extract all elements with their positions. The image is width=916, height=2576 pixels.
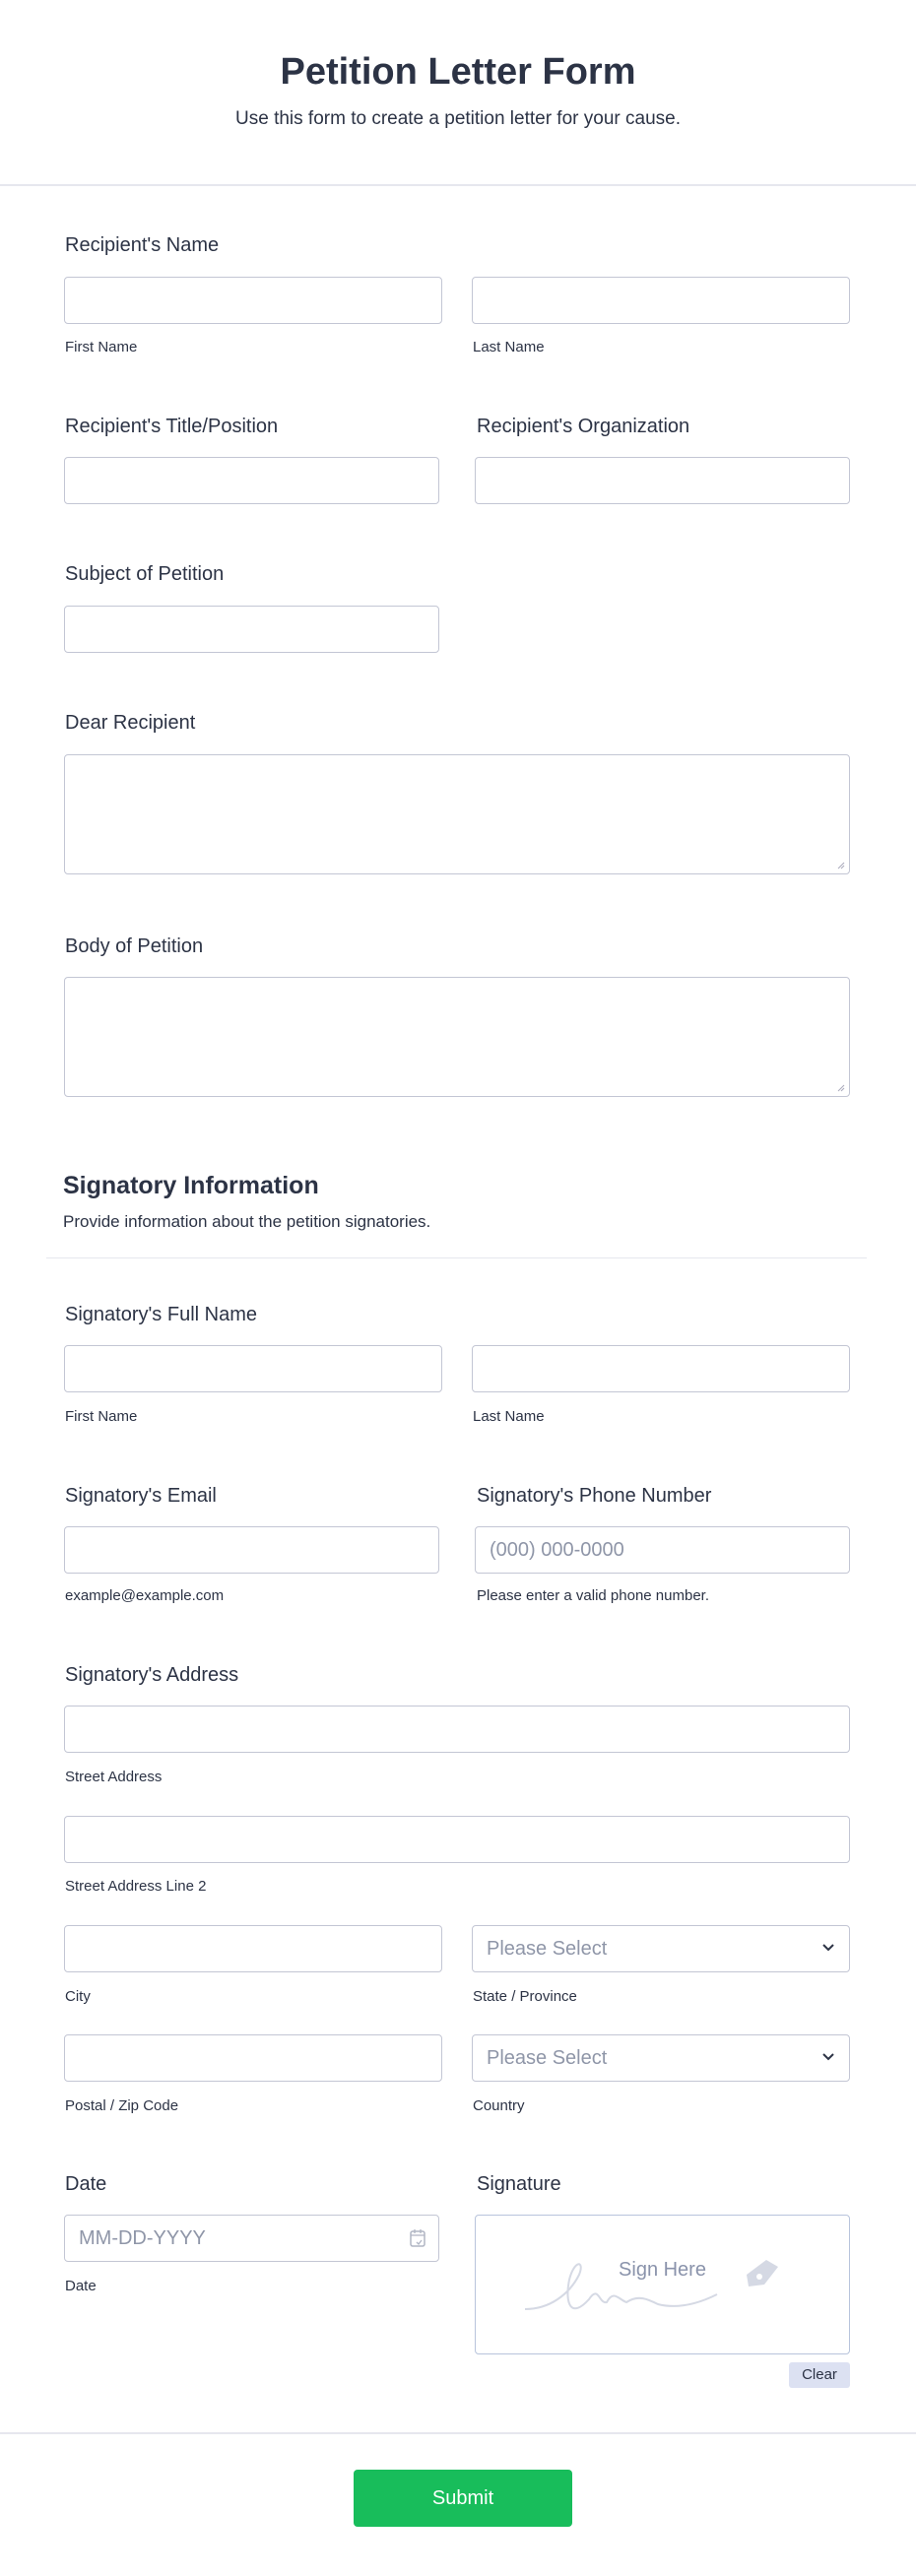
country-select[interactable] bbox=[472, 2034, 850, 2082]
calendar-icon[interactable] bbox=[409, 2228, 426, 2248]
signature-label: Signature bbox=[477, 2173, 561, 2195]
signatory-phone-label: Signatory's Phone Number bbox=[477, 1485, 712, 1507]
first-name-sublabel: First Name bbox=[65, 1408, 138, 1425]
signatory-section-heading: Signatory Information bbox=[63, 1172, 319, 1199]
chevron-down-icon bbox=[819, 2047, 837, 2065]
signatory-phone-input[interactable] bbox=[475, 1526, 850, 1574]
last-name-sublabel: Last Name bbox=[473, 1408, 545, 1425]
resize-handle-icon[interactable] bbox=[835, 860, 845, 869]
date-input[interactable] bbox=[64, 2215, 439, 2262]
date-label: Date bbox=[65, 2173, 107, 2195]
form-title: Petition Letter Form bbox=[280, 51, 636, 93]
recipient-name-label: Recipient's Name bbox=[65, 234, 220, 256]
subject-input[interactable] bbox=[64, 606, 439, 653]
recipient-first-name-input[interactable] bbox=[64, 277, 442, 324]
clear-signature-button[interactable]: Clear bbox=[789, 2362, 850, 2388]
form-subtitle: Use this form to create a petition letter for your cause. bbox=[235, 108, 681, 129]
recipient-org-label: Recipient's Organization bbox=[477, 416, 690, 437]
subject-label: Subject of Petition bbox=[65, 563, 225, 585]
city-sublabel: City bbox=[65, 1988, 91, 2005]
country-placeholder: Please Select bbox=[487, 2047, 608, 2069]
recipient-org-input[interactable] bbox=[475, 457, 850, 504]
country-sublabel: Country bbox=[473, 2097, 525, 2114]
sign-here-hint: Sign Here bbox=[619, 2259, 706, 2281]
city-input[interactable] bbox=[64, 1925, 442, 1972]
header-divider bbox=[0, 184, 916, 186]
signature-pad[interactable] bbox=[475, 2215, 850, 2354]
street-address-sublabel: Street Address bbox=[65, 1769, 163, 1785]
phone-sublabel: Please enter a valid phone number. bbox=[477, 1587, 709, 1604]
state-select[interactable] bbox=[472, 1925, 850, 1972]
last-name-sublabel: Last Name bbox=[473, 339, 545, 355]
footer-divider bbox=[0, 2432, 916, 2434]
resize-handle-icon[interactable] bbox=[835, 1082, 845, 1092]
street-address-2-input[interactable] bbox=[64, 1816, 850, 1863]
address-label: Signatory's Address bbox=[65, 1664, 239, 1686]
signatory-email-input[interactable] bbox=[64, 1526, 439, 1574]
body-label: Body of Petition bbox=[65, 935, 204, 957]
postal-code-sublabel: Postal / Zip Code bbox=[65, 2097, 179, 2114]
street-address-2-sublabel: Street Address Line 2 bbox=[65, 1878, 207, 1895]
recipient-last-name-input[interactable] bbox=[472, 277, 850, 324]
recipient-title-input[interactable] bbox=[64, 457, 439, 504]
signatory-email-label: Signatory's Email bbox=[65, 1485, 217, 1507]
submit-button[interactable]: Submit bbox=[354, 2470, 572, 2527]
recipient-title-label: Recipient's Title/Position bbox=[65, 416, 279, 437]
street-address-input[interactable] bbox=[64, 1706, 850, 1753]
chevron-down-icon bbox=[819, 1938, 837, 1956]
email-sublabel: example@example.com bbox=[65, 1587, 225, 1604]
phone-placeholder: (000) 000-0000 bbox=[490, 1539, 624, 1561]
signatory-first-name-input[interactable] bbox=[64, 1345, 442, 1392]
state-placeholder: Please Select bbox=[487, 1938, 608, 1960]
signatory-name-label: Signatory's Full Name bbox=[65, 1304, 257, 1325]
signatory-last-name-input[interactable] bbox=[472, 1345, 850, 1392]
date-sublabel: Date bbox=[65, 2278, 97, 2294]
date-placeholder: MM-DD-YYYY bbox=[79, 2227, 206, 2249]
section-divider bbox=[46, 1257, 867, 1258]
dear-recipient-textarea[interactable] bbox=[64, 754, 850, 874]
dear-recipient-label: Dear Recipient bbox=[65, 712, 196, 734]
signatory-section-description: Provide information about the petition signatories. bbox=[63, 1212, 431, 1231]
state-sublabel: State / Province bbox=[473, 1988, 577, 2005]
first-name-sublabel: First Name bbox=[65, 339, 138, 355]
body-textarea[interactable] bbox=[64, 977, 850, 1097]
postal-code-input[interactable] bbox=[64, 2034, 442, 2082]
